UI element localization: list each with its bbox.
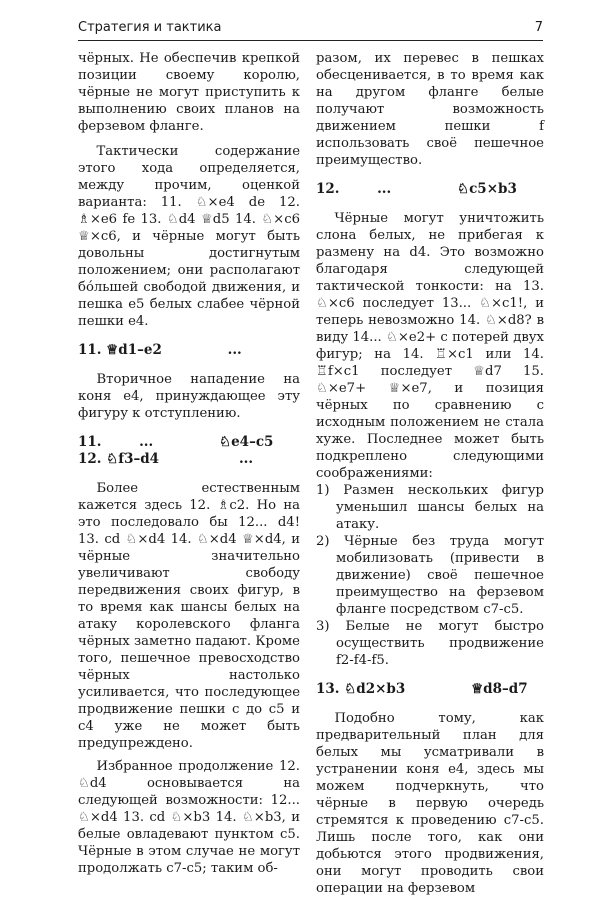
paragraph: разом, их перевес в пешках обесценивается, в то время как на другом фланге белые получают возможность движением пешки f использовать своё пешечное преимущество. <box>316 51 544 168</box>
list-item: 1) Размен нескольких фигур уменьшил шансы белых на атаку. <box>316 483 544 532</box>
chess-move: 13. ♘d2×b3 ♕d8–d7 <box>316 681 528 697</box>
numbered-list <box>316 482 544 669</box>
right-column <box>316 50 544 897</box>
paragraph: Подобно тому, как предварительный план для белых мы усматривали в устранении коня е4, здесь мы можем подчеркнуть, что чёрные в первую очередь стремятся к проведению с7-с5. Лишь после того, как они добьются этого продвижения, они могут проводить свои операции на ферзевом <box>316 711 544 896</box>
page-number: 7 <box>534 20 543 35</box>
paragraph: Более естественным кажется здесь 12. ♗c2. Но на это последовало бы 12... d4! 13. cd ♘×d4 14. ♘×d4 ♕×d4, и чёрные значительно увеличивают свободу передвижения своих фигур, в то время как шансы белых на атаку королевского фланга чёрных заметно падают. Кроме того, пешечное превосходство чёрных настолько усиливается, что последующее продвижение пешки с до с5 и с4 уже не может быть предупреждено. <box>78 481 300 751</box>
chess-move: 11. ... ♘e4–c5 <box>78 434 274 450</box>
paragraph: Избранное продолжение 12. ♘d4 основывается на следующей возможности: 12... ♘×d4 13. cd ♘×b3 14. ♘×b3, и белые овладевают пунктом с5. Чёрные в этом случае не могут продолжать с7-с5; таким об- <box>78 759 300 876</box>
chess-move: 11. ♕d1–e2 ... <box>78 342 242 358</box>
paragraph: чёрных. Не обеспечив крепкой позиции своему королю, чёрные не могут приступить к выполнению своих планов на ферзевом фланге. <box>78 51 300 134</box>
chess-move: 12. ♘f3–d4 ... <box>78 451 254 467</box>
paragraph: Чёрные могут уничтожить слона белых, не прибегая к размену на d4. Это возможно благодаря следующей тактической тонкости: на 13. ♘×c6 последует 13... ♘×c1!, и теперь невозможно 14. ♘×d8? в виду 14... ♘×e2+ с потерей двух фигур; на 14. ♖×c1 или 14. ♖f×c1 последует ♕d7 15. ♘×e7+ ♕×e7, и позиция чёрных по сравнению с исходным положением не стала хуже. Последнее может быть подкреплено следующими соображениями: <box>316 211 544 481</box>
page-header <box>78 18 543 41</box>
chess-move: 12. ... ♘c5×b3 <box>316 181 517 197</box>
list-item: 2) Чёрные без труда могут мобилизовать (привести в движение) своё пешечное преимущество на ферзевом фланге посредством с7-с5. <box>316 534 544 617</box>
paragraph: Вторичное нападение на коня е4, принуждающее эту фигуру к отступлению. <box>78 372 300 421</box>
running-title: Стратегия и тактика <box>78 20 222 35</box>
paragraph: Тактически содержание этого хода определяется, между прочим, оценкой варианта: 11. ♘×e4 de 12. ♗×e6 fe 13. ♘d4 ♕d5 14. ♘×c6 ♕×c6, и чёрные могут быть довольны достигнутым положением; они располагают бóльшей свободой движения, и пешка е5 белых слабее чёрной пешки е4. <box>78 144 300 329</box>
list-item: 3) Белые не могут быстро осуществить продвижение f2-f4-f5. <box>316 619 544 668</box>
left-column <box>78 50 300 877</box>
